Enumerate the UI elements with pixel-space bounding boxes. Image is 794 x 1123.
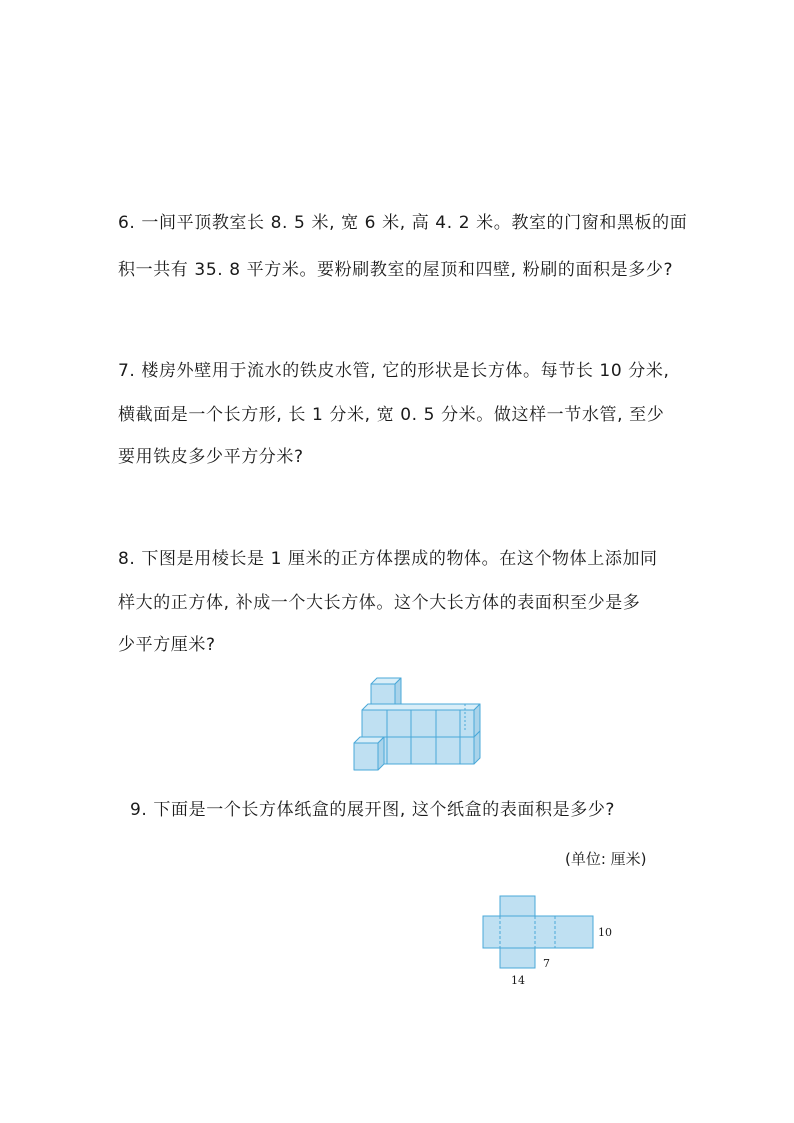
box-net-figure <box>480 893 600 973</box>
question-6-line-2: 积一共有 35. 8 平方米。要粉刷教室的屋顶和四壁, 粉刷的面积是多少? <box>118 260 674 280</box>
question-8-line-2: 样大的正方体, 补成一个大长方体。这个大长方体的表面积至少是多 <box>118 593 641 613</box>
net-label-length: 14 <box>511 974 525 987</box>
question-8-line-1: 8. 下图是用棱长是 1 厘米的正方体摆成的物体。在这个物体上添加同 <box>118 549 658 569</box>
cube-stack-figure <box>350 672 485 772</box>
net-label-height: 10 <box>598 926 612 939</box>
question-7-line-1: 7. 楼房外壁用于流水的铁皮水管, 它的形状是长方体。每节长 10 分米, <box>118 361 670 381</box>
net-label-width: 7 <box>543 957 550 970</box>
question-7-line-3: 要用铁皮多少平方分米? <box>118 447 304 467</box>
unit-note: (单位: 厘米) <box>565 850 647 868</box>
question-7-line-2: 横截面是一个长方形, 长 1 分米, 宽 0. 5 分米。做这样一节水管, 至少 <box>118 405 665 425</box>
question-9-line-1: 9. 下面是一个长方体纸盒的展开图, 这个纸盒的表面积是多少? <box>130 800 616 820</box>
question-6-line-1: 6. 一间平顶教室长 8. 5 米, 宽 6 米, 高 4. 2 米。教室的门窗和黑板的面 <box>118 213 688 233</box>
question-8-line-3: 少平方厘米? <box>118 635 216 655</box>
